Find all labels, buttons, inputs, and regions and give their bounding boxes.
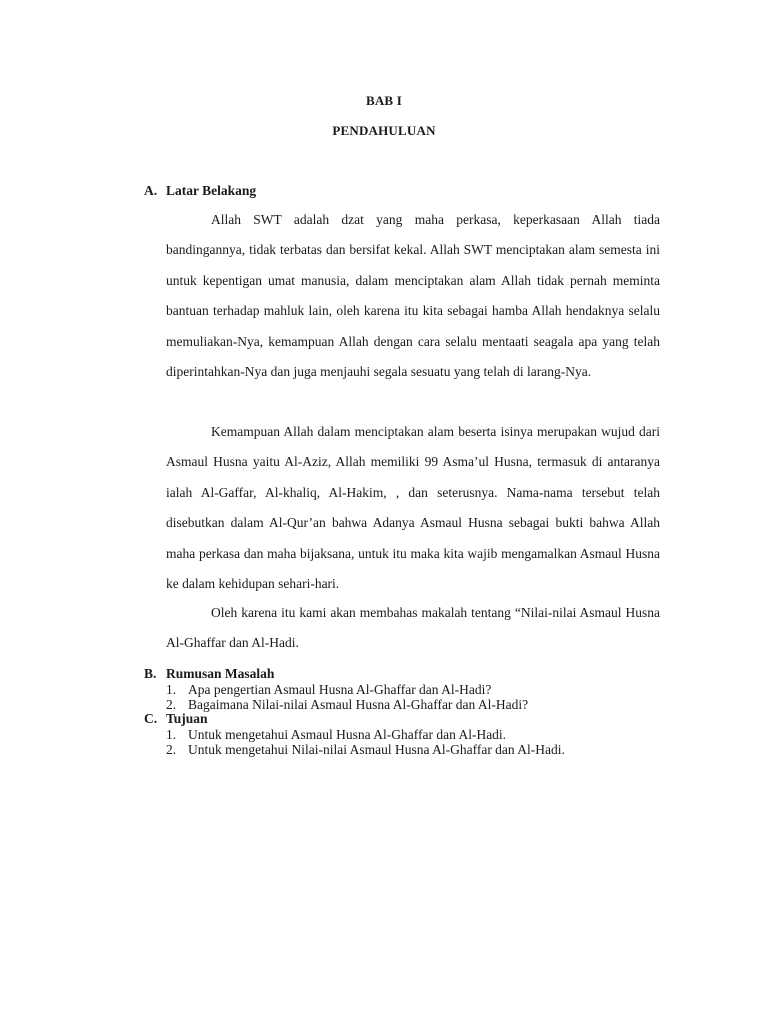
list-item-text: Untuk mengetahui Asmaul Husna Al-Ghaffar dan Al-Hadi. bbox=[188, 727, 507, 742]
list-item-number: 2. bbox=[166, 742, 177, 757]
paragraph-3: Oleh karena itu kami akan membahas makalah tentang “Nilai-nilai Asmaul Husna Al-Ghaffar dan Al-Hadi. bbox=[166, 605, 660, 651]
paragraph-1: Allah SWT adalah dzat yang maha perkasa, keperkasaan Allah tiada bandingannya, tidak terbatas dan bersifat kekal. Allah SWT menciptakan alam semesta ini untuk kepentigan umat manusia, dalam menciptakan alam Allah tidak pernah meminta bantuan terhadap mahluk lain, oleh karena itu kita sebagai hamba Allah hendaknya selalu memuliakan-Nya, kemampuan Allah dengan cara selalu mentaati seagala apa yang telah diperintahkan-Nya dan juga menjauhi segala sesuatu yang telah di larang-Nya. bbox=[166, 212, 660, 380]
section-c-letter: C. bbox=[144, 711, 158, 726]
list-item-number: 1. bbox=[166, 727, 177, 742]
section-b-heading bbox=[144, 666, 274, 682]
objective-list bbox=[166, 727, 565, 757]
problem-list bbox=[166, 682, 528, 712]
list-item-number: 2. bbox=[166, 697, 177, 712]
list-item bbox=[166, 727, 565, 742]
list-item bbox=[166, 682, 528, 697]
list-item-text: Untuk mengetahui Nilai-nilai Asmaul Husna Al-Ghaffar dan Al-Hadi. bbox=[188, 742, 565, 757]
list-item-text: Bagaimana Nilai-nilai Asmaul Husna Al-Ghaffar dan Al-Hadi? bbox=[188, 697, 529, 712]
section-a-letter: A. bbox=[144, 183, 158, 198]
section-c-title: Tujuan bbox=[166, 711, 208, 726]
section-b-title: Rumusan Masalah bbox=[166, 666, 275, 681]
chapter-title: PENDAHULUAN bbox=[332, 123, 436, 138]
paragraph-2: Kemampuan Allah dalam menciptakan alam beserta isinya merupakan wujud dari Asmaul Husna yaitu Al-Aziz, Allah memiliki 99 Asma’ul Husna, termasuk di antaranya ialah Al-Gaffar, Al-khaliq, Al-Hakim, , dan seterusnya. Nama-nama tersebut telah disebutkan dalam Al-Qur’an bahwa Adanya Asmaul Husna sebagai bukti bahwa Allah maha perkasa dan maha bijaksana, untuk itu maka kita wajib mengamalkan Asmaul Husna ke dalam kehidupan sehari-hari. bbox=[166, 424, 660, 592]
section-a-heading bbox=[144, 183, 256, 199]
chapter-number: BAB I bbox=[365, 93, 403, 108]
section-c-heading bbox=[144, 711, 208, 727]
list-item bbox=[166, 742, 565, 757]
list-item-number: 1. bbox=[166, 682, 177, 697]
list-item-text: Apa pengertian Asmaul Husna Al-Ghaffar dan Al-Hadi? bbox=[188, 682, 492, 697]
section-a-title: Latar Belakang bbox=[166, 183, 257, 198]
section-b-letter: B. bbox=[144, 666, 157, 681]
list-item bbox=[166, 697, 528, 712]
